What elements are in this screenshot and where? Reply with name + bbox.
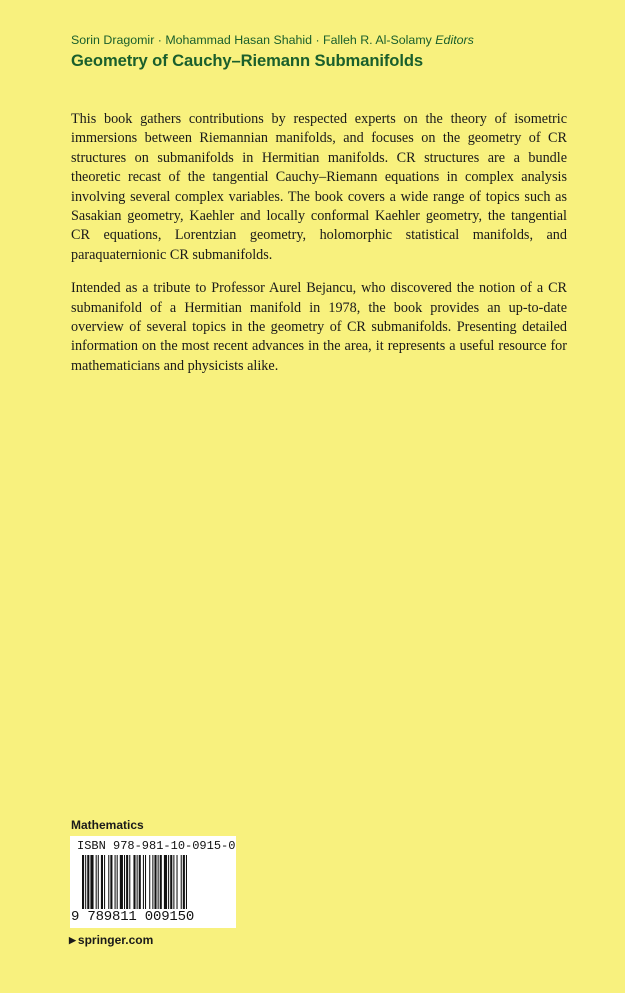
isbn-text: ISBN 978-981-10-0915-0 xyxy=(77,839,236,853)
triangle-arrow-icon: ▶ xyxy=(69,935,76,945)
barcode xyxy=(82,855,226,909)
subject-label: Mathematics xyxy=(71,818,144,832)
book-title: Geometry of Cauchy–Riemann Submanifolds xyxy=(71,51,424,70)
blurb-paragraph: This book gathers contributions by respected experts on the theory of isometric immersions between Riemannian manifolds, and focuses on the geometry of CR structures on submanifolds in Hermitian manifolds. CR structures are a bundle theoretic recast of the tangential Cauchy–Riemann equations in complex analysis involving several complex variables. The book covers a wide range of topics such as Sasakian geometry, Kaehler and locally conformal Kaehler geometry, the tangential CR equations, Lorentzian geometry, holomorphic statistical manifolds, and paraquaternionic CR submanifolds. xyxy=(71,111,567,263)
barcode-box xyxy=(70,836,236,928)
editors-names: Sorin Dragomir · Mohammad Hasan Shahid · Falleh R. Al-Solamy xyxy=(71,33,432,47)
website-link[interactable] xyxy=(69,933,153,947)
editors-line xyxy=(71,33,474,47)
editors-role: Editors xyxy=(435,33,474,47)
website-text: springer.com xyxy=(77,933,154,947)
barcode-digits: 9 789811 009150 xyxy=(71,909,195,925)
blurb xyxy=(71,110,567,390)
blurb-paragraph: Intended as a tribute to Professor Aurel Bejancu, who discovered the notion of a CR submanifold of a Hermitian manifold in 1978, the book provides an up-to-date overview of several topics in the geometry of CR submanifolds. Presenting detailed information on the most recent advances in the area, it represents a useful resource for mathematicians and physicists alike. xyxy=(71,280,567,374)
